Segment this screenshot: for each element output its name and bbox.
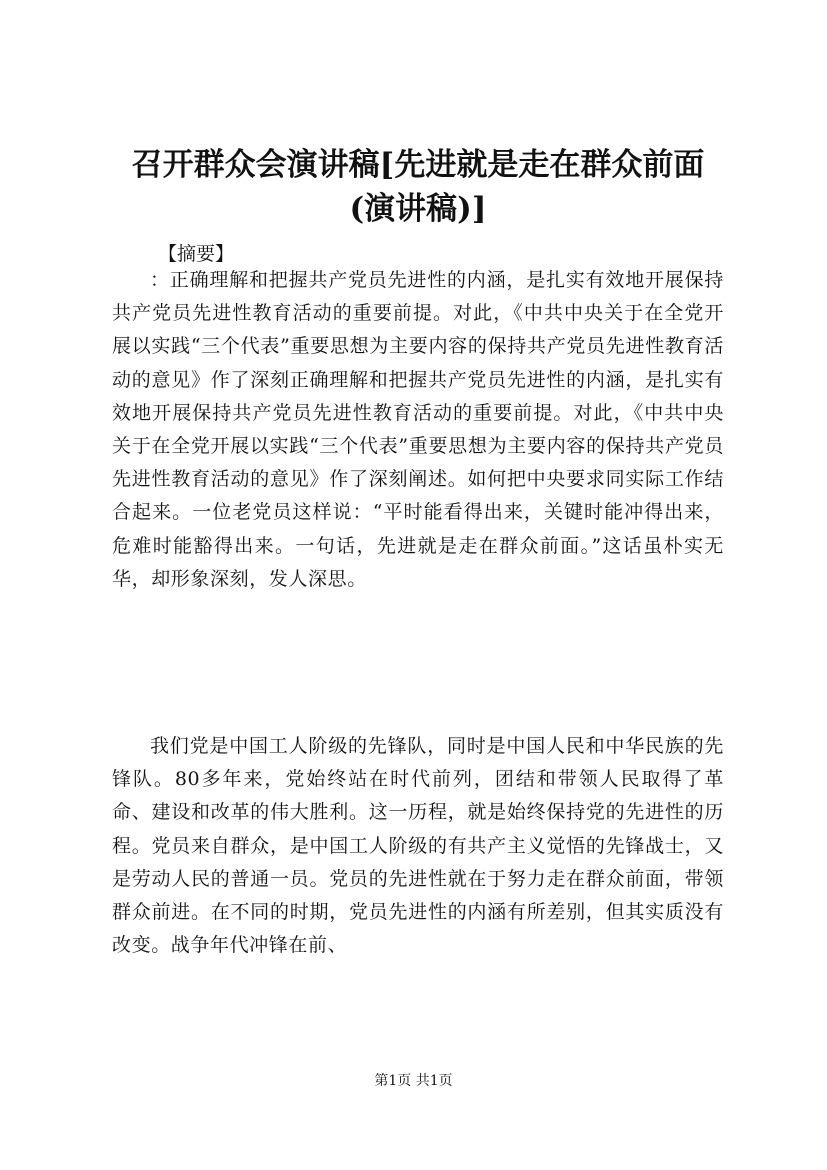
abstract-label: 【摘要】: [158, 243, 235, 265]
body-paragraph: 我们党是中国工人阶级的先锋队，同时是中国人民和中华民族的先锋队。80多年来，党始终站在时代前列，团结和带领人民取得了革命、建设和改革的伟大胜利。这一历程，就是始终保持党的先进性的历程。党员来自群众，是中国工人阶级的有共产主义觉悟的先锋战士，又是劳动人民的普通一员。党员的先进性就在于努力走在群众前面，带领群众前进。在不同的时期，党员先进性的内涵有所差别，但其实质没有改变。战争年代冲锋在前、: [112, 735, 724, 957]
document-title: 召开群众会演讲稿[先进就是走在群众前面(演讲稿)]: [131, 147, 705, 227]
body-paragraph: ：正确理解和把握共产党员先进性的内涵，是扎实有效地开展保持共产党员先进性教育活动的重要前提。对此，《中共中央关于在全党开展以实践“三个代表”重要思想为主要内容的保持共产党员先进性教育活动的意见》作了深刻正确理解和把握共产党员先进性的内涵，是扎实有效地开展保持共产党员先进性教育活动的重要前提。对此，《中共中央关于在全党开展以实践“三个代表”重要思想为主要内容的保持共产党员先进性教育活动的意见》作了深刻阐述。如何把中央要求同实际工作结合起来。一位老党员这样说：“平时能看得出来，关键时能冲得出来，危难时能豁得出来。一句话，先进就是走在群众前面。”这话虽朴实无华，却形象深刻，发人深思。: [112, 269, 724, 590]
page-footer: 第1页 共1页: [374, 1073, 453, 1089]
